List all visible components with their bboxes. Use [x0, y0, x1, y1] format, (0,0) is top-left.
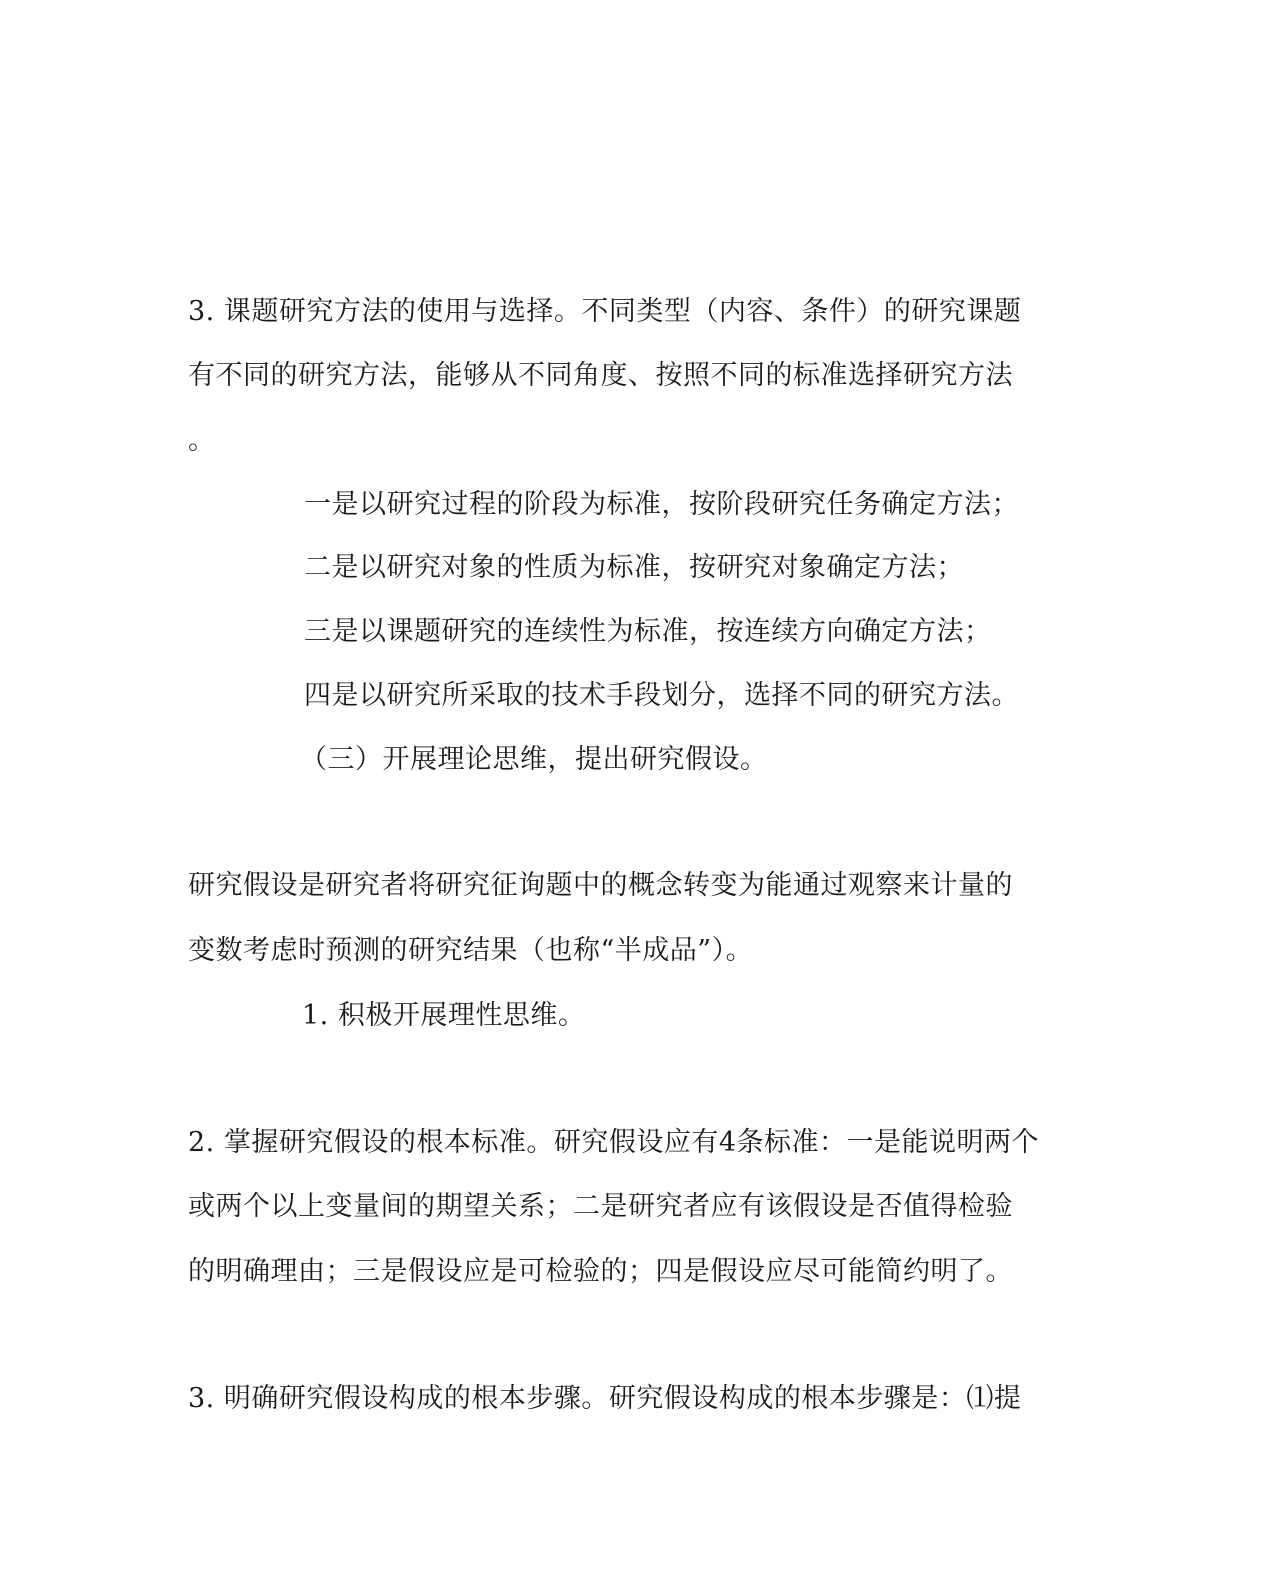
- paragraph-line: 3. 课题研究方法的使用与选择。不同类型（内容、条件）的研究课题: [188, 296, 1022, 327]
- paragraph-line: 。: [188, 425, 216, 456]
- list-item: 二是以研究对象的性质为标准，按研究对象确定方法；: [304, 552, 964, 583]
- list-item: 一是以研究过程的阶段为标准，按阶段研究任务确定方法；: [304, 489, 1019, 520]
- subheading: 1. 积极开展理性思维。: [302, 1000, 586, 1031]
- paragraph-line: 3. 明确研究假设构成的根本步骤。研究假设构成的根本步骤是：⑴提: [188, 1383, 1022, 1414]
- paragraph-line: 研究假设是研究者将研究征询题中的概念转变为能通过观察来计量的: [188, 870, 1013, 901]
- paragraph-line: 或两个以上变量间的期望关系；二是研究者应有该假设是否值得检验: [188, 1191, 1013, 1222]
- paragraph-line: 的明确理由；三是假设应是可检验的；四是假设应尽可能简约明了。: [188, 1256, 1013, 1287]
- list-item: 三是以课题研究的连续性为标准，按连续方向确定方法；: [304, 616, 992, 647]
- paragraph-line: 有不同的研究方法，能够从不同角度、按照不同的标准选择研究方法: [188, 360, 1013, 391]
- list-item: 四是以研究所采取的技术手段划分，选择不同的研究方法。: [304, 680, 1019, 711]
- paragraph-line: 变数考虑时预测的研究结果（也称“半成品”）。: [188, 935, 754, 966]
- paragraph-line: 2. 掌握研究假设的根本标准。研究假设应有4条标准：一是能说明两个: [188, 1127, 1040, 1158]
- section-heading: （三）开展理论思维，提出研究假设。: [300, 744, 768, 775]
